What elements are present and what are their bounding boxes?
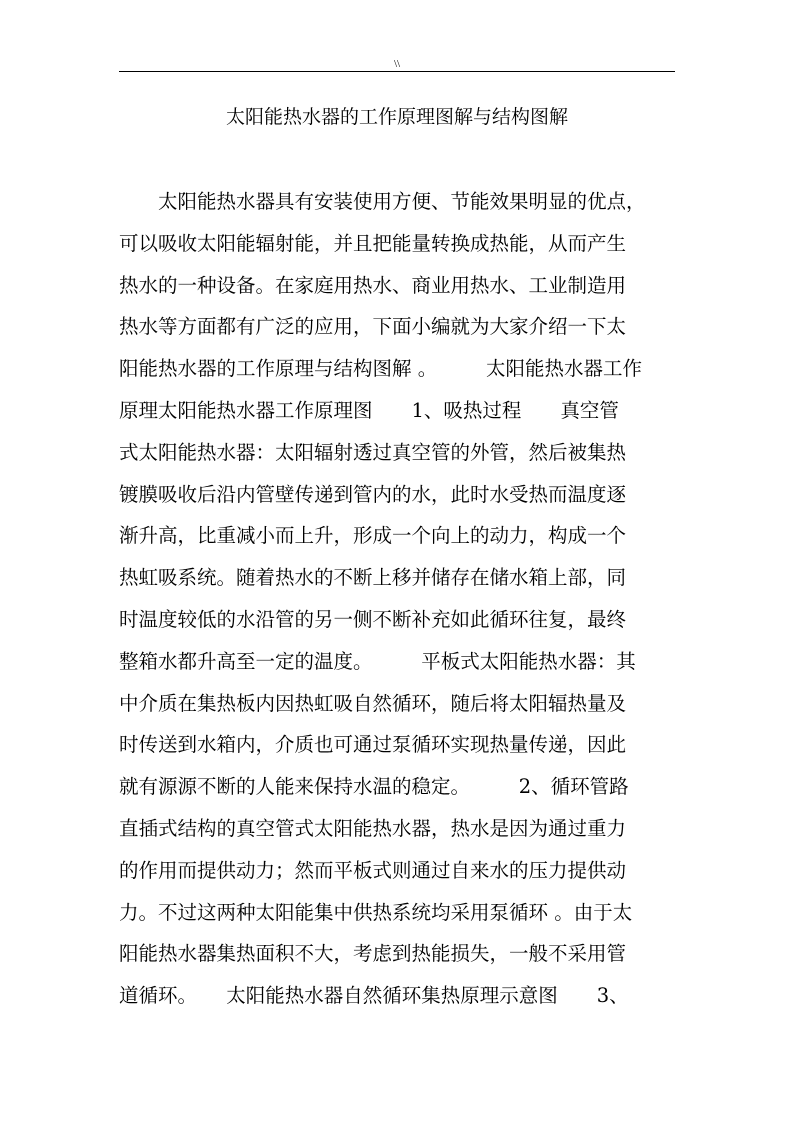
body-paragraph (119, 181, 679, 1017)
text-line: 就有源源不断的人能来保持水温的稳定。 2、循环管路 (119, 775, 629, 799)
header-mark: \\ (393, 58, 401, 70)
text-line: 的作用而提供动力；然而平板式则通过自来水的压力提供动 (119, 858, 627, 882)
text-line: 热虹吸系统。随着热水的不断上移并储存在储水箱上部，同 (119, 566, 627, 590)
header-divider (119, 71, 675, 72)
text-line: 中介质在集热板内因热虹吸自然循环，随后将太阳辐热量及 (119, 691, 627, 715)
text-line: 热水的一种设备。在家庭用热水、商业用热水、工业制造用 (119, 273, 627, 297)
text-line: 原理太阳能热水器工作原理图 1、吸热过程 真空管 (119, 398, 619, 422)
text-line: 道循环。 太阳能热水器自然循环集热原理示意图 3、 (119, 984, 629, 1008)
document-title: 太阳能热水器的工作原理图解与结构图解 (225, 106, 568, 128)
text-line: 阳能热水器集热面积不大，考虑到热能损失，一般不采用管 (119, 942, 627, 966)
text-line: 整箱水都升高至一定的温度。 平板式太阳能热水器：其 (119, 649, 636, 673)
text-line: 时温度较低的水沿管的另一侧不断补充如此循环往复，最终 (119, 607, 627, 631)
text-line: 镀膜吸收后沿内管壁传递到管内的水，此时水受热而温度逐 (119, 482, 627, 506)
text-line: 力。不过这两种太阳能集中供热系统均采用泵循环 。由于太 (119, 900, 633, 924)
text-line: 渐升高，比重减小而上升，形成一个向上的动力，构成一个 (119, 524, 627, 548)
text-line: 可以吸收太阳能辐射能，并且把能量转换成热能，从而产生 (119, 231, 627, 255)
text-line: 时传送到水箱内，介质也可通过泵循环实现热量传递，因此 (119, 733, 627, 757)
text-line: 热水等方面都有广泛的应用，下面小编就为大家介绍一下太 (119, 315, 627, 339)
text-line: 阳能热水器的工作原理与结构图解 。 太阳能热水器工作 (119, 357, 642, 381)
text-line: 太阳能热水器具有安装使用方便、节能效果明显的优点， (119, 190, 646, 213)
text-line: 式太阳能热水器：太阳辐射透过真空管的外管，然后被集热 (119, 440, 627, 464)
text-line: 直插式结构的真空管式太阳能热水器，热水是因为通过重力 (119, 816, 627, 840)
